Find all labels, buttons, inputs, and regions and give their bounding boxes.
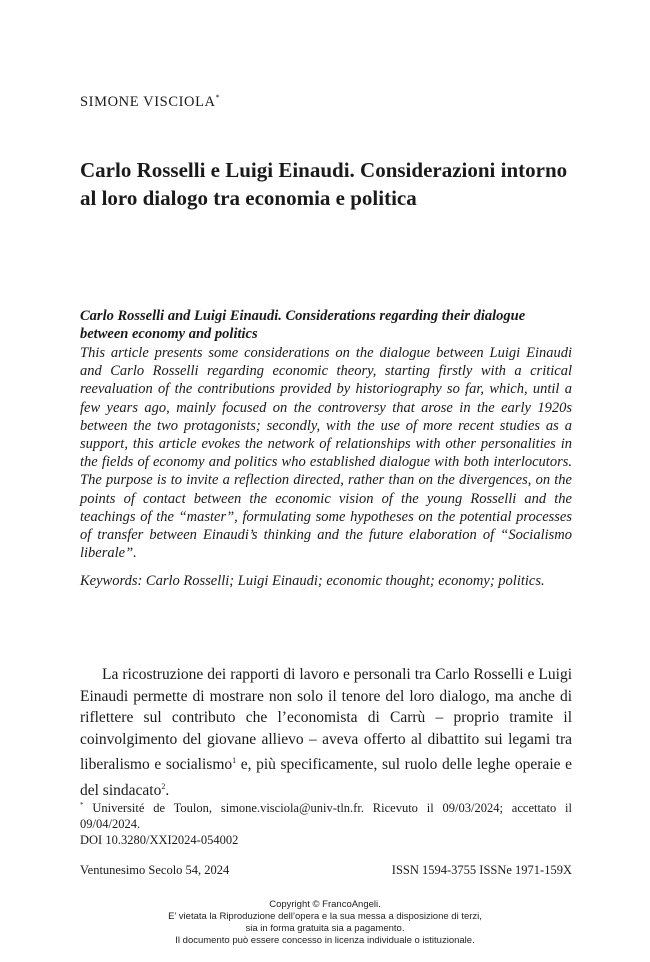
- body-text-part-2: e, più specificamente, sul ruolo delle leghe operaie e del sindacato: [80, 756, 572, 799]
- doi: DOI 10.3280/XXI2024-054002: [80, 833, 239, 848]
- author-footnote-mark: *: [215, 93, 221, 102]
- copyright-notice: [0, 899, 650, 947]
- abstract-title: Carlo Rosselli and Luigi Einaudi. Considerations regarding their dialogue between economy and politics: [80, 308, 526, 342]
- footnote-ref-2: 2: [161, 781, 166, 791]
- keywords: Keywords: Carlo Rosselli; Luigi Einaudi; economic thought; economy; politics.: [80, 573, 545, 589]
- copyright-line-4: Il documento può essere concesso in licenza individuale o istituzionale.: [175, 935, 475, 946]
- copyright-line-2: E’ vietata la Riproduzione dell’opera e la sua messa a disposizione di terzi,: [168, 911, 482, 922]
- journal-issue: Ventunesimo Secolo 54, 2024: [80, 863, 230, 877]
- body-text-part-3: .: [165, 781, 170, 799]
- author-name: [80, 93, 220, 111]
- body-paragraph: [80, 664, 572, 801]
- footnote-ref-1: 1: [232, 756, 237, 765]
- body-text-part-1: La ricostruzione dei rapporti di lavoro e personali tra Carlo Rosselli e Luigi Einaudi permette di mostrare non solo il tenore del loro dialogo, ma anche di riflettere sul contributo che l’economista di Carrù – proprio tramite il coinvolgimento del giovane allievo – aveva offerto al dibattito sui legami tra liberalismo e socialismo: [80, 666, 572, 774]
- article-title: Carlo Rosselli e Luigi Einaudi. Considerazioni intorno al loro dialogo tra economia e politica: [80, 158, 568, 210]
- abstract-body: This article presents some considerations on the dialogue between Luigi Einaudi and Carlo Rosselli regarding economic theory, starting firstly with a critical reevaluation of the contributions provided by historiography so far, which, until a few years ago, mainly focused on the controversy that arose in the early 1920s between the two protagonists; secondly, with the use of more recent studies as a support, this article evokes the network of relationships with other personalities in the fields of economy and politics who established dialogue with both interlocutors. The purpose is to invite a reflection directed, rather than on the divergences, on the points of contact between the economic vision of the young Rosselli and the teachings of the “master”, formulating some hypotheses on the potential processes of transfer between Einaudi’s thinking and the future elaboration of “Socialismo liberale”.: [80, 345, 572, 562]
- footnote: [80, 797, 572, 848]
- footnote-text: Université de Toulon, simone.visciola@univ-tln.fr. Ricevuto il 09/03/2024; accettato il 09/04/2024.: [80, 801, 572, 832]
- journal-issn: ISSN 1594-3755 ISSNe 1971-159X: [391, 863, 572, 877]
- copyright-line-1: Copyright © FrancoAngeli.: [269, 899, 381, 910]
- footnote-mark: *: [80, 801, 84, 809]
- journal-info: [80, 863, 572, 878]
- copyright-line-3: sia in forma gratuita sia a pagamento.: [245, 923, 405, 934]
- author-text: SIMONE VISCIOLA: [80, 93, 216, 110]
